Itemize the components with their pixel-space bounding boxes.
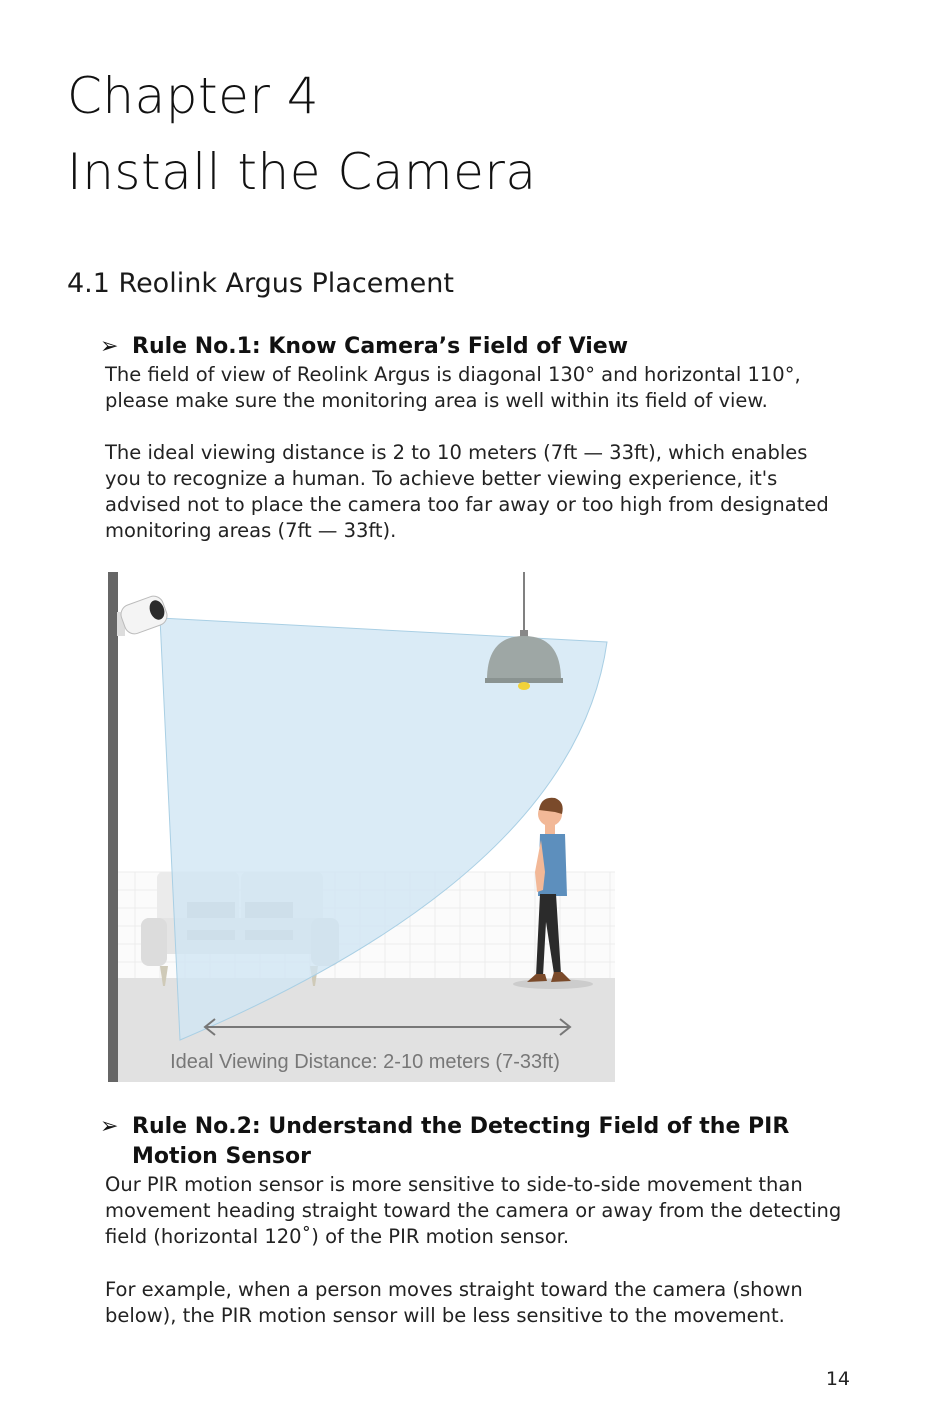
rule2-heading-line2: Motion Sensor (132, 1144, 311, 1169)
arrow-bullet-icon: ➢ (100, 1114, 119, 1139)
chapter-number: Chapter 4 (67, 67, 320, 125)
distance-caption: Ideal Viewing Distance: 2-10 meters (7-33ft) (170, 1051, 560, 1073)
rule2-paragraph-2: For example, when a person moves straight toward the camera (shown below), the PIR motion sensor will be less sensitive to the movement. (105, 1278, 803, 1327)
wall (108, 572, 118, 1082)
chapter-name: Install the Camera (67, 143, 537, 201)
rule1-paragraph-2: The ideal viewing distance is 2 to 10 meters (7ft — 33ft), which enables you to recognize a human. To achieve better viewing experience, it's advised not to place the camera too far away or too high from designated monitoring areas (7ft — 33ft). (105, 441, 829, 542)
rule1-paragraph-1: The field of view of Reolink Argus is diagonal 130° and horizontal 110°, please make sure the monitoring area is well within its field of view. (105, 363, 801, 412)
chapter-title (67, 58, 537, 210)
arrow-bullet-icon: ➢ (100, 334, 119, 359)
rule1-heading (100, 332, 628, 362)
rule2-paragraph-1: Our PIR motion sensor is more sensitive to side-to-side movement than movement heading straight toward the camera or away from the detecting field (horizontal 120˚) of the PIR motion sensor. (105, 1173, 842, 1248)
viewing-distance-illustration (105, 572, 615, 1082)
rule2-heading-line1: Rule No.2: Understand the Detecting Field of the PIR (132, 1114, 790, 1139)
rule1-heading-text: Rule No.1: Know Camera’s Field of View (132, 334, 629, 359)
page-number: 14 (825, 1368, 850, 1390)
section-title: 4.1 Reolink Argus Placement (67, 268, 454, 299)
rule2-heading (100, 1112, 789, 1172)
